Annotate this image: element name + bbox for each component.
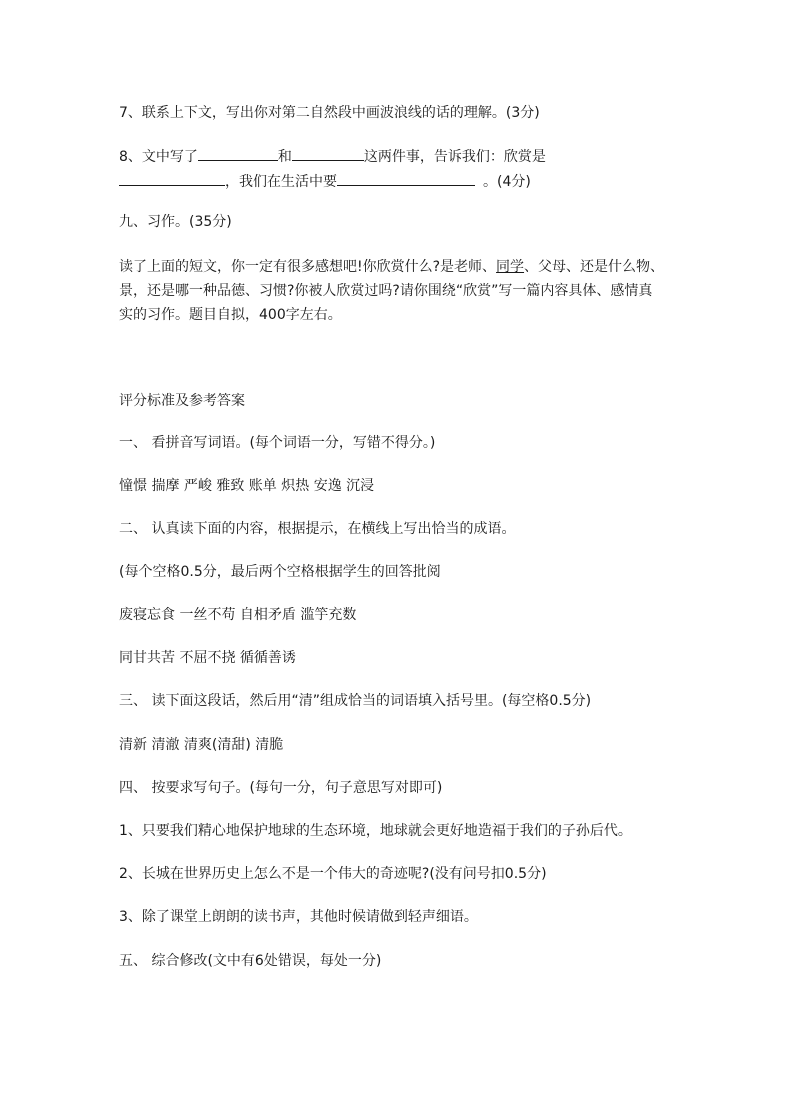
answer-section-3-title: 三、 读下面这段话，然后用“清”组成恰当的词语填入括号里。(每空格0.5分) [119,693,592,709]
answers-heading: 评分标准及参考答案 [119,393,245,409]
question-7: 7、联系上下文，写出你对第二自然段中画波浪线的话的理解。(3分) [119,105,540,121]
question-8-text: 和 [277,149,292,165]
answer-section-1-title: 一、 看拼音写词语。(每个词语一分，写错不得分。) [119,435,436,451]
answer-section-2-content: 废寝忘食 一丝不苟 自相矛盾 滥竽充数 [119,607,357,623]
question-8-text: ，我们在生活中要 [225,174,337,190]
answer-section-3-content: 清新 清澈 清爽(清甜) 清脆 [119,737,284,753]
answer-section-4-title: 四、 按要求写句子。(每句一分，句子意思写对即可) [119,780,443,796]
answer-section-2-content: 同甘共苦 不屈不挠 循循善诱 [119,650,296,666]
answer-section-1-content: 憧憬 揣摩 严峻 雅致 账单 炽热 安逸 沉浸 [119,478,375,494]
question-8-text: 这两件事，告诉我们：欣赏是 [363,149,546,165]
answer-section-5-title: 五、 综合修改(文中有6处错误，每处一分) [119,953,382,969]
answer-blank [198,146,278,161]
answer-blank [292,146,364,161]
answer-blank [337,171,475,186]
answer-section-2-title: 二、 认真读下面的内容，根据提示，在横线上写出恰当的成语。 [119,521,516,537]
answer-section-4-item: 3、除了课堂上朗朗的读书声，其他时候请做到轻声细语。 [119,909,478,925]
section-9-paragraph-line3: 实的习作。题目自拟，400字左右。 [119,307,342,323]
paragraph-text: 读了上面的短文，你一定有很多感想吧!你欣赏什么?是老师、 [119,259,497,275]
section-9-paragraph-line2: 景，还是哪一种品德、习惯?你被人欣赏过吗?请你围绕“欣赏”写一篇内容具体、感情真 [119,283,653,299]
answer-section-2-note: (每个空格0.5分，最后两个空格根据学生的回答批阅 [119,564,441,580]
question-8-line1 [119,146,546,166]
section-9-title: 九、习作。(35分) [119,214,232,230]
question-8-text: 8、文中写了 [119,149,198,165]
underlined-word: 同学 [496,259,525,275]
paragraph-text: 、父母、还是什么物、 [524,259,665,275]
section-9-paragraph-line1 [119,258,664,276]
question-8-line2 [119,171,531,191]
answer-blank [119,171,225,186]
answer-section-4-item: 2、长城在世界历史上怎么不是一个伟大的奇迹呢?(没有问号扣0.5分) [119,866,547,882]
answer-section-4-item: 1、只要我们精心地保护地球的生态环境，地球就会更好地造福于我们的子孙后代。 [119,823,632,839]
question-8-text: 。(4分) [483,174,531,190]
